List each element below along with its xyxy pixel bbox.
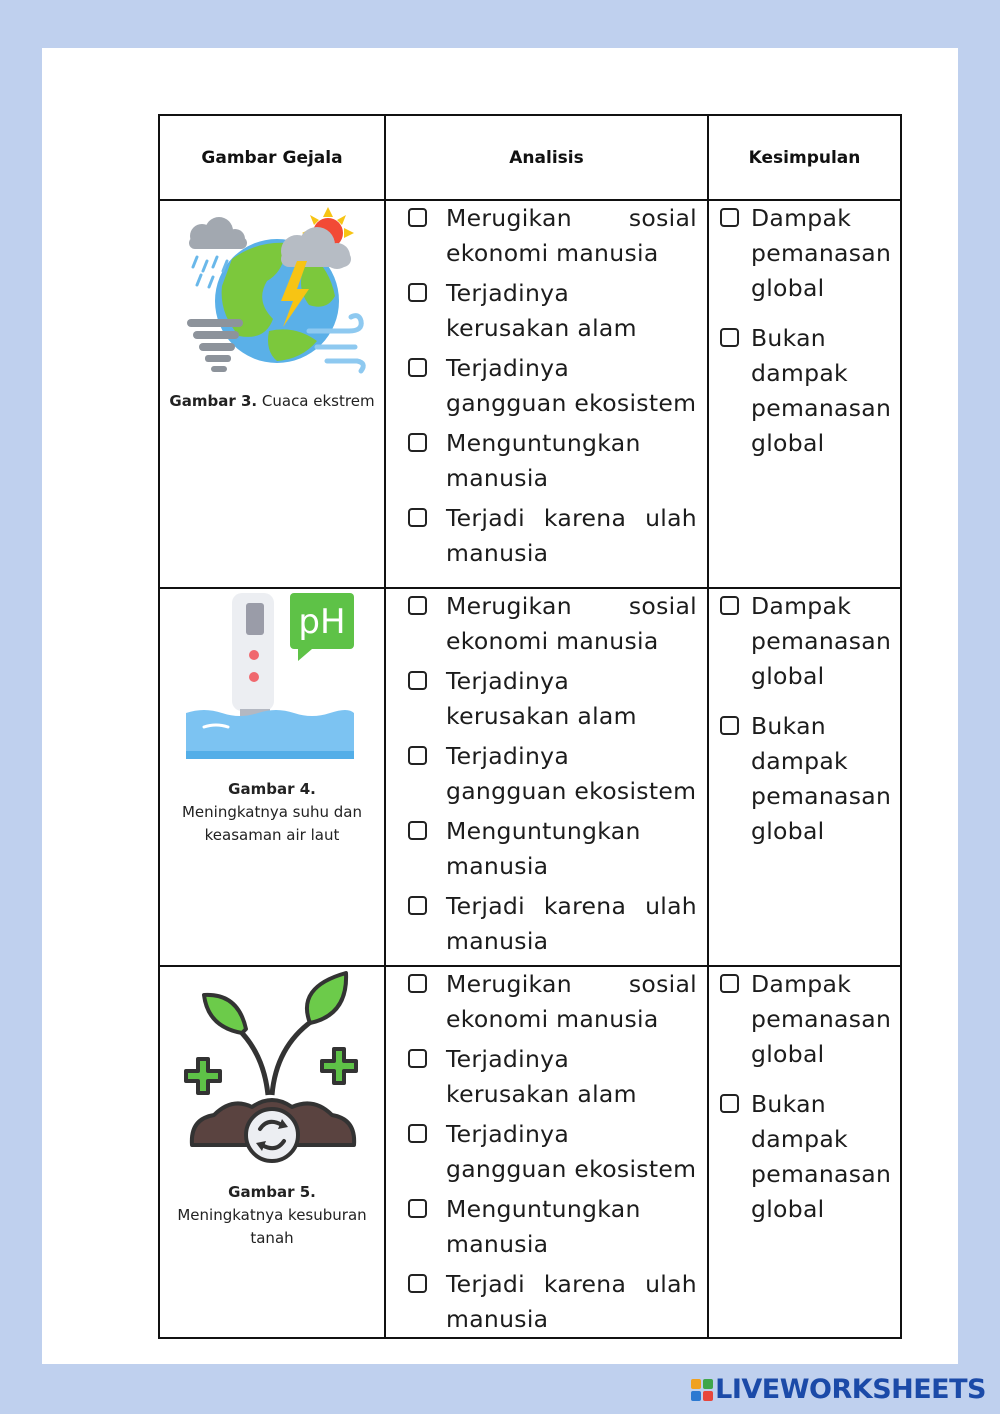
table-row <box>159 588 901 966</box>
checkbox[interactable] <box>720 596 739 615</box>
image-cell <box>159 200 385 588</box>
checkbox[interactable] <box>408 671 427 690</box>
checkbox[interactable] <box>408 1124 427 1143</box>
ph-label: pH <box>298 602 346 642</box>
analisis-option[interactable] <box>408 967 697 1037</box>
header-gambar-gejala: Gambar Gejala <box>159 115 385 200</box>
analisis-option[interactable] <box>408 426 697 496</box>
option-label: Merugikan sosial ekonomi manusia <box>446 970 697 1033</box>
analisis-cell <box>385 588 708 966</box>
checkbox[interactable] <box>720 328 739 347</box>
analisis-option[interactable] <box>408 1267 697 1337</box>
caption-text: Meningkatnya kesuburan tanah <box>177 1206 367 1247</box>
kesimpulan-option[interactable] <box>720 1087 900 1227</box>
checkbox[interactable] <box>408 358 427 377</box>
analisis-cell <box>385 200 708 588</box>
checkbox[interactable] <box>408 746 427 765</box>
image-cell <box>159 588 385 966</box>
analisis-option[interactable] <box>408 351 697 421</box>
option-label: Terjadinya kerusakan alam <box>446 667 637 730</box>
option-label: Merugikan sosial ekonomi manusia <box>446 592 697 655</box>
analisis-option[interactable] <box>408 889 697 959</box>
analisis-option[interactable] <box>408 739 697 809</box>
caption-number: Gambar 4. <box>228 780 316 798</box>
option-label: Terjadi karena ulah manusia <box>446 1270 697 1333</box>
analisis-option[interactable] <box>408 501 697 571</box>
header-kesimpulan: Kesimpulan <box>708 115 901 200</box>
option-label: Menguntungkan manusia <box>446 429 641 492</box>
kesimpulan-cell <box>708 966 901 1338</box>
analisis-option[interactable] <box>408 589 697 659</box>
option-label: Terjadinya kerusakan alam <box>446 279 637 342</box>
option-label: Terjadinya gangguan ekosistem <box>446 742 697 805</box>
analisis-option[interactable] <box>408 201 697 271</box>
checkbox[interactable] <box>408 283 427 302</box>
option-label: Bukan dampak pemanasan global <box>751 712 892 845</box>
analisis-option[interactable] <box>408 1192 697 1262</box>
checkbox[interactable] <box>408 821 427 840</box>
kesimpulan-cell <box>708 200 901 588</box>
kesimpulan-cell <box>708 588 901 966</box>
option-label: Terjadinya gangguan ekosistem <box>446 354 697 417</box>
header-analisis: Analisis <box>385 115 708 200</box>
header-row <box>159 115 901 200</box>
figure-caption <box>160 778 384 847</box>
liveworksheets-mark-icon <box>691 1379 713 1401</box>
checkbox[interactable] <box>408 433 427 452</box>
analisis-cell <box>385 966 708 1338</box>
checkbox[interactable] <box>720 974 739 993</box>
kesimpulan-option[interactable] <box>720 589 900 694</box>
checkbox[interactable] <box>720 208 739 227</box>
option-label: Dampak pemanasan global <box>751 592 892 690</box>
figure-caption <box>160 1181 384 1250</box>
analisis-option[interactable] <box>408 276 697 346</box>
kesimpulan-option[interactable] <box>720 321 900 461</box>
option-label: Bukan dampak pemanasan global <box>751 1090 892 1223</box>
checkbox[interactable] <box>408 508 427 527</box>
plant-soil-fertility-icon <box>172 967 372 1167</box>
ph-meter-water-icon <box>182 589 362 764</box>
kesimpulan-option[interactable] <box>720 709 900 849</box>
caption-text: Meningkatnya suhu dan keasaman air laut <box>181 803 363 844</box>
checkbox[interactable] <box>408 208 427 227</box>
checkbox[interactable] <box>408 1049 427 1068</box>
option-label: Menguntungkan manusia <box>446 817 641 880</box>
checkbox[interactable] <box>408 1274 427 1293</box>
option-label: Merugikan sosial ekonomi manusia <box>446 204 697 267</box>
worksheet-table <box>158 114 902 1339</box>
extreme-weather-globe-icon <box>177 201 367 376</box>
analisis-option[interactable] <box>408 664 697 734</box>
option-label: Menguntungkan manusia <box>446 1195 641 1258</box>
checkbox[interactable] <box>408 596 427 615</box>
table-row <box>159 200 901 588</box>
caption-number: Gambar 3. <box>169 392 258 410</box>
option-label: Bukan dampak pemanasan global <box>751 324 892 457</box>
brand-name: LIVEWORKSHEETS <box>715 1374 986 1405</box>
image-cell <box>159 966 385 1338</box>
figure-caption <box>160 390 384 413</box>
liveworksheets-logo[interactable] <box>691 1374 986 1405</box>
option-label: Terjadinya kerusakan alam <box>446 1045 637 1108</box>
caption-number: Gambar 5. <box>228 1183 316 1201</box>
option-label: Dampak pemanasan global <box>751 970 892 1068</box>
caption-text: Cuaca ekstrem <box>261 392 375 410</box>
option-label: Terjadinya gangguan ekosistem <box>446 1120 697 1183</box>
checkbox[interactable] <box>720 1094 739 1113</box>
checkbox[interactable] <box>408 1199 427 1218</box>
table-row <box>159 966 901 1338</box>
checkbox[interactable] <box>720 716 739 735</box>
kesimpulan-option[interactable] <box>720 967 900 1072</box>
analisis-option[interactable] <box>408 1042 697 1112</box>
analisis-option[interactable] <box>408 1117 697 1187</box>
checkbox[interactable] <box>408 974 427 993</box>
option-label: Terjadi karena ulah manusia <box>446 504 697 567</box>
option-label: Dampak pemanasan global <box>751 204 892 302</box>
option-label: Terjadi karena ulah manusia <box>446 892 697 955</box>
kesimpulan-option[interactable] <box>720 201 900 306</box>
checkbox[interactable] <box>408 896 427 915</box>
analisis-option[interactable] <box>408 814 697 884</box>
